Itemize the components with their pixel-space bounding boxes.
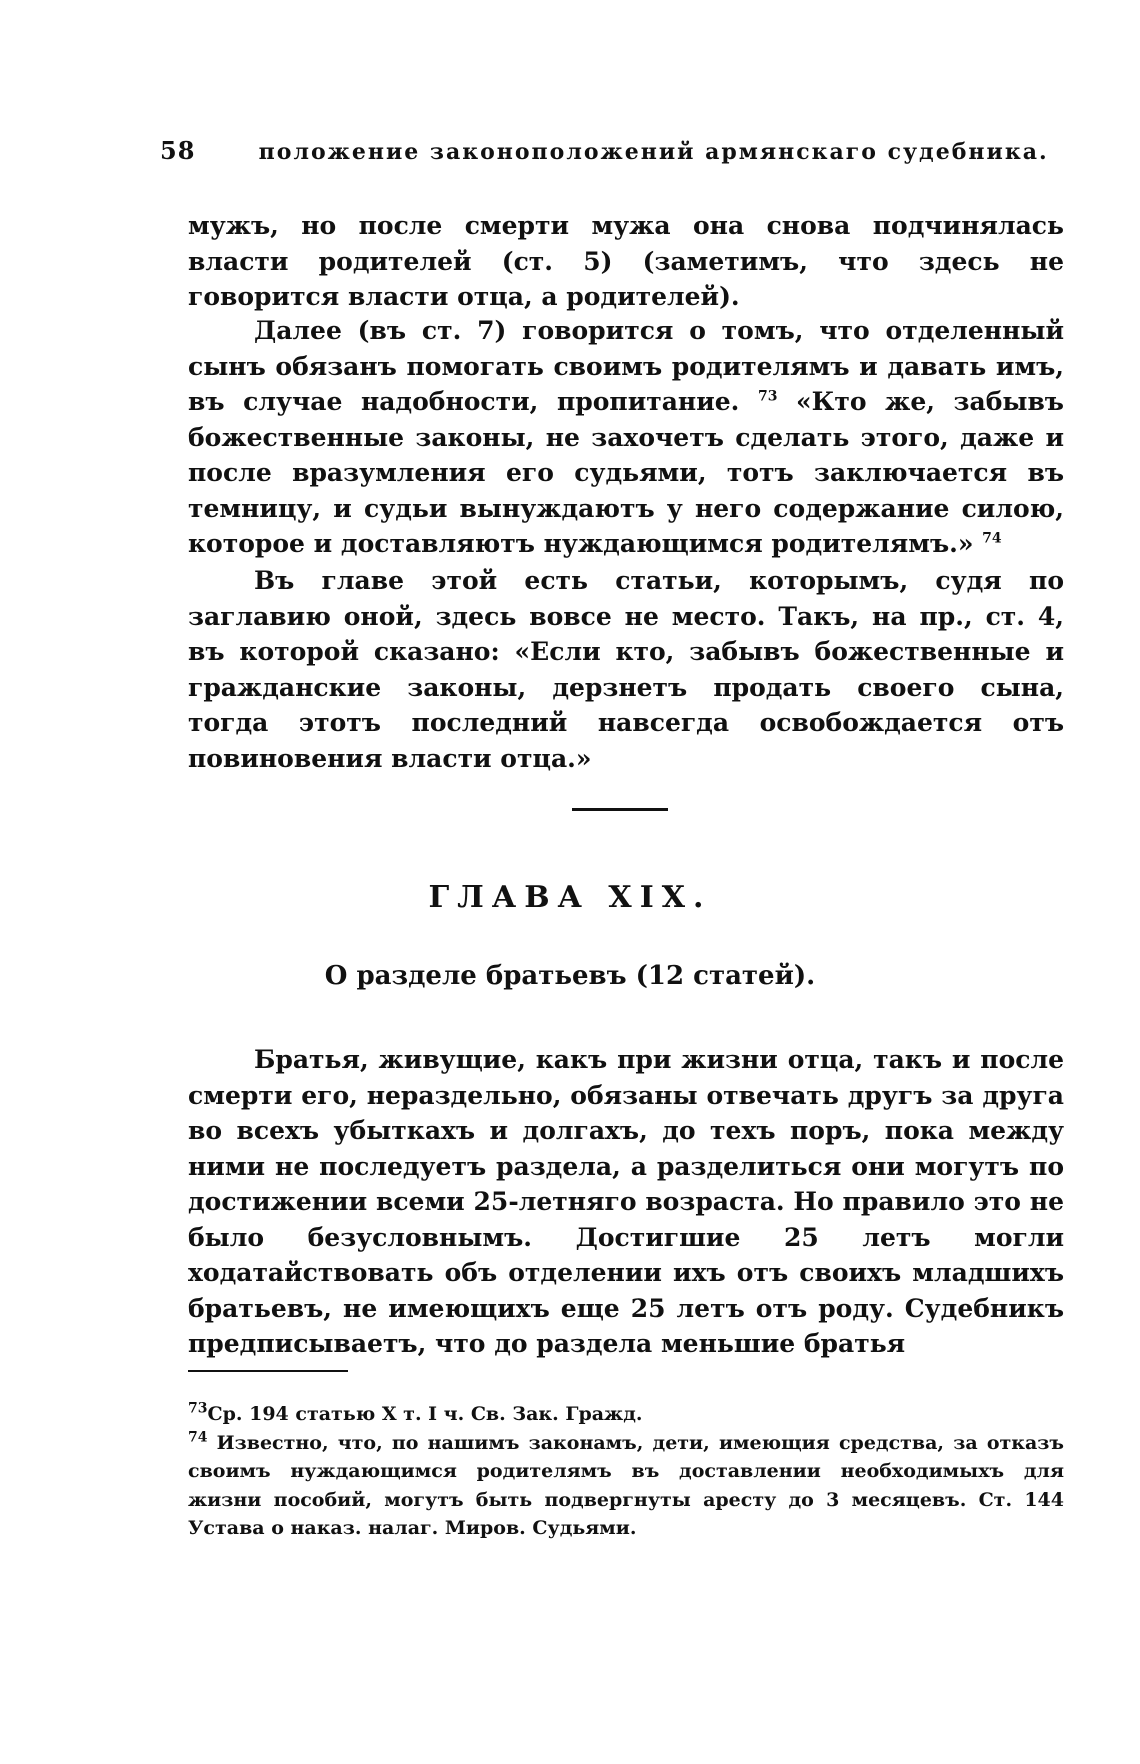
paragraph-2-text-a: Далее (въ ст. 7) говорится о томъ, что отделенный сынъ обязанъ помогать своимъ родителямъ и давать имъ, въ случае надобности, пропитание. bbox=[188, 316, 1064, 416]
footnote-ref-74[interactable]: 74 bbox=[982, 530, 1002, 547]
section-divider bbox=[572, 808, 668, 811]
footnote-ref-73[interactable]: 73 bbox=[757, 388, 778, 405]
paragraph-1: мужъ, но после смерти мужа она снова подчинялась власти родителей (ст. 5) (заметимъ, что здесь не говорится власти отца, а родителей). bbox=[188, 211, 1064, 311]
page-header bbox=[160, 136, 1060, 165]
chapter-subtitle: О разделе братьевъ (12 статей). bbox=[324, 961, 816, 991]
footnote-mark: 74 bbox=[188, 1429, 208, 1446]
footnote-text: Ср. 194 статью X т. I ч. Св. Зак. Гражд. bbox=[207, 1403, 643, 1425]
footnote-74 bbox=[188, 1429, 1064, 1543]
page-number: 58 bbox=[160, 136, 196, 165]
paragraph-3: Въ главе этой есть статьи, которымъ, судя по заглавию оной, здесь вовсе не место. Такъ, на пр., ст. 4, въ которой сказано: «Если кто, забывъ божественные и гражданские законы, дерзнетъ продать своего сына, тогда этотъ последний навсегда освобождается отъ повиновения власти отца.» bbox=[188, 566, 1064, 773]
footnote-mark: 73 bbox=[188, 1400, 208, 1417]
paragraph-2-quote: «Кто же, забывъ божественные законы, не захочетъ сделать этого, даже и после вразумления его судьями, тотъ заключается въ темницу, и судьи вынуждаютъ у него содержание силою, которое и доставляютъ нуждающимся родителямъ.» bbox=[188, 387, 1064, 558]
running-title: положение законоположений армянскаго судебника. bbox=[258, 139, 1049, 165]
footnote-divider bbox=[188, 1370, 348, 1372]
chapter-title: ГЛАВА XIX. bbox=[428, 880, 712, 915]
paragraph-4: Братья, живущие, какъ при жизни отца, такъ и после смерти его, нераздельно, обязаны отвечать другъ за друга во всехъ убыткахъ и долгахъ, до техъ поръ, пока между ними не последуетъ раздела, а разделиться они могутъ по достижении всеми 25-летняго возраста. Но правило это не было безусловнымъ. Достигшие 25 летъ могли ходатайствовать объ отделении ихъ отъ своихъ младшихъ братьевъ, не имеющихъ еще 25 летъ отъ роду. Судебникъ предписываетъ, что до раздела меньшие братья bbox=[188, 1045, 1064, 1358]
footnote-text: Известно, что, по нашимъ законамъ, дети, имеющия средства, за отказъ своимъ нуждающимся родителямъ въ доставлении необходимыхъ для жизни пособий, могутъ быть подвергнуты аресту до 3 месяцевъ. Ст. 144 Устава о наказ. налаг. Миров. Судьями. bbox=[188, 1431, 1065, 1539]
footnotes bbox=[188, 1400, 1064, 1543]
footnote-73 bbox=[188, 1400, 1064, 1429]
paragraph-2 bbox=[188, 313, 1064, 562]
